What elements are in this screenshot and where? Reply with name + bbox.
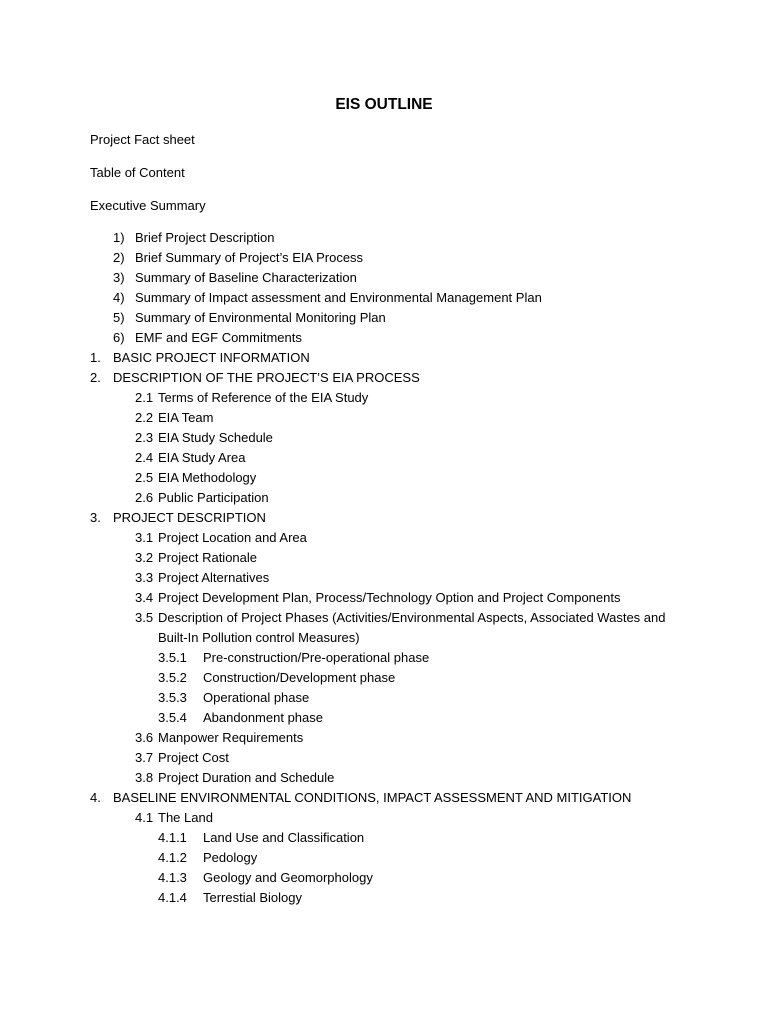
outline-text: EIA Study Area bbox=[158, 450, 246, 465]
outline-chapter bbox=[0, 508, 768, 528]
summary-item-text: Summary of Baseline Characterization bbox=[135, 270, 357, 285]
outline-number: 2.5 bbox=[135, 470, 154, 485]
outline-subsection bbox=[0, 828, 768, 848]
outline-subsection bbox=[0, 648, 768, 668]
outline-section bbox=[0, 748, 768, 768]
outline-section bbox=[0, 568, 768, 588]
outline-number: 3.7 bbox=[135, 750, 154, 765]
outline-number: 3.5.4 bbox=[158, 710, 187, 725]
outline-number: 2.4 bbox=[135, 450, 154, 465]
summary-item bbox=[0, 328, 768, 348]
outline-text: Pre-construction/Pre-operational phase bbox=[203, 650, 430, 665]
summary-item-number: 5) bbox=[113, 310, 125, 325]
outline-text: Project Duration and Schedule bbox=[158, 770, 335, 785]
outline-number: 3.3 bbox=[135, 570, 154, 585]
outline-section bbox=[0, 408, 768, 428]
outline-number: 3.5.2 bbox=[158, 670, 187, 685]
outline-text: Terms of Reference of the EIA Study bbox=[158, 390, 369, 405]
outline-section bbox=[0, 728, 768, 748]
summary-item-number: 4) bbox=[113, 290, 125, 305]
outline-number: 3.2 bbox=[135, 550, 154, 565]
summary-item-text: Summary of Environmental Monitoring Plan bbox=[135, 310, 386, 325]
outline-text: Pedology bbox=[203, 850, 258, 865]
outline-subsection bbox=[0, 868, 768, 888]
summary-item bbox=[0, 288, 768, 308]
summary-item-text: Brief Project Description bbox=[135, 230, 275, 245]
outline-number: 4.1.4 bbox=[158, 890, 187, 905]
outline-number: 3.5.1 bbox=[158, 650, 187, 665]
outline-text: EIA Team bbox=[158, 410, 214, 425]
outline-text: Project Location and Area bbox=[158, 530, 307, 545]
outline-text: Terrestial Biology bbox=[203, 890, 302, 905]
outline-text: Public Participation bbox=[158, 490, 269, 505]
outline-number: 3.6 bbox=[135, 730, 154, 745]
outline-text: Description of Project Phases (Activities/Environmental Aspects, Associated Wastes and bbox=[158, 610, 666, 625]
outline-text: Land Use and Classification bbox=[203, 830, 365, 845]
front-matter-project-fact-sheet: Project Fact sheet bbox=[90, 132, 195, 147]
outline-text: Project Cost bbox=[158, 750, 229, 765]
summary-item-number: 1) bbox=[113, 230, 125, 245]
outline-number: 4.1.1 bbox=[158, 830, 187, 845]
outline-text: EIA Methodology bbox=[158, 470, 257, 485]
front-matter-table-of-content: Table of Content bbox=[90, 165, 185, 180]
outline-text: BASIC PROJECT INFORMATION bbox=[113, 350, 310, 365]
outline-section bbox=[0, 608, 768, 628]
summary-item-text: EMF and EGF Commitments bbox=[135, 330, 302, 345]
outline-subsection bbox=[0, 708, 768, 728]
outline-number: 4.1.2 bbox=[158, 850, 187, 865]
outline-number: 1. bbox=[90, 350, 101, 365]
outline-text: BASELINE ENVIRONMENTAL CONDITIONS, IMPACT ASSESSMENT AND MITIGATION bbox=[113, 790, 632, 805]
outline-section bbox=[0, 428, 768, 448]
outline-section bbox=[0, 548, 768, 568]
front-matter-executive-summary: Executive Summary bbox=[90, 198, 206, 213]
outline-number: 3.5 bbox=[135, 610, 154, 625]
outline-number: 2.2 bbox=[135, 410, 154, 425]
outline-text: Manpower Requirements bbox=[158, 730, 304, 745]
outline-section bbox=[0, 488, 768, 508]
outline-number: 2.3 bbox=[135, 430, 154, 445]
outline-subsection bbox=[0, 688, 768, 708]
outline-text: Project Development Plan, Process/Technology Option and Project Components bbox=[158, 590, 621, 605]
summary-item bbox=[0, 228, 768, 248]
outline-section bbox=[0, 808, 768, 828]
outline-text: Abandonment phase bbox=[203, 710, 323, 725]
outline-number: 2.6 bbox=[135, 490, 154, 505]
outline-number: 4.1.3 bbox=[158, 870, 187, 885]
outline-chapter bbox=[0, 788, 768, 808]
outline-text: Geology and Geomorphology bbox=[203, 870, 373, 885]
summary-item bbox=[0, 268, 768, 288]
outline-text: PROJECT DESCRIPTION bbox=[113, 510, 266, 525]
summary-item-number: 3) bbox=[113, 270, 125, 285]
outline-number: 3.1 bbox=[135, 530, 154, 545]
outline-text-continuation: Built-In Pollution control Measures) bbox=[158, 630, 360, 645]
outline-number: 4.1 bbox=[135, 810, 154, 825]
outline-section bbox=[0, 768, 768, 788]
outline-section bbox=[0, 588, 768, 608]
outline-section bbox=[0, 388, 768, 408]
summary-item-number: 6) bbox=[113, 330, 125, 345]
outline-text: The Land bbox=[158, 810, 213, 825]
summary-item-text: Brief Summary of Project’s EIA Process bbox=[135, 250, 364, 265]
outline-chapter bbox=[0, 348, 768, 368]
outline-section bbox=[0, 468, 768, 488]
outline-number: 2. bbox=[90, 370, 101, 385]
outline-number: 3. bbox=[90, 510, 101, 525]
outline-subsection bbox=[0, 668, 768, 688]
outline-text: Project Rationale bbox=[158, 550, 257, 565]
summary-item-text: Summary of Impact assessment and Environmental Management Plan bbox=[135, 290, 542, 305]
outline-section bbox=[0, 528, 768, 548]
outline-number: 4. bbox=[90, 790, 101, 805]
document-title: EIS OUTLINE bbox=[335, 96, 433, 113]
outline-number: 3.5.3 bbox=[158, 690, 187, 705]
outline-text: DESCRIPTION OF THE PROJECT’S EIA PROCESS bbox=[113, 370, 420, 385]
outline-text: Construction/Development phase bbox=[203, 670, 396, 685]
outline-text: Operational phase bbox=[203, 690, 310, 705]
outline-subsection bbox=[0, 888, 768, 908]
outline-text: EIA Study Schedule bbox=[158, 430, 273, 445]
outline-chapter bbox=[0, 368, 768, 388]
outline-number: 3.8 bbox=[135, 770, 154, 785]
outline-section bbox=[0, 448, 768, 468]
outline-text: Project Alternatives bbox=[158, 570, 270, 585]
outline-number: 2.1 bbox=[135, 390, 154, 405]
summary-item bbox=[0, 248, 768, 268]
outline-number: 3.4 bbox=[135, 590, 154, 605]
outline-subsection bbox=[0, 848, 768, 868]
summary-item-number: 2) bbox=[113, 250, 125, 265]
summary-item bbox=[0, 308, 768, 328]
